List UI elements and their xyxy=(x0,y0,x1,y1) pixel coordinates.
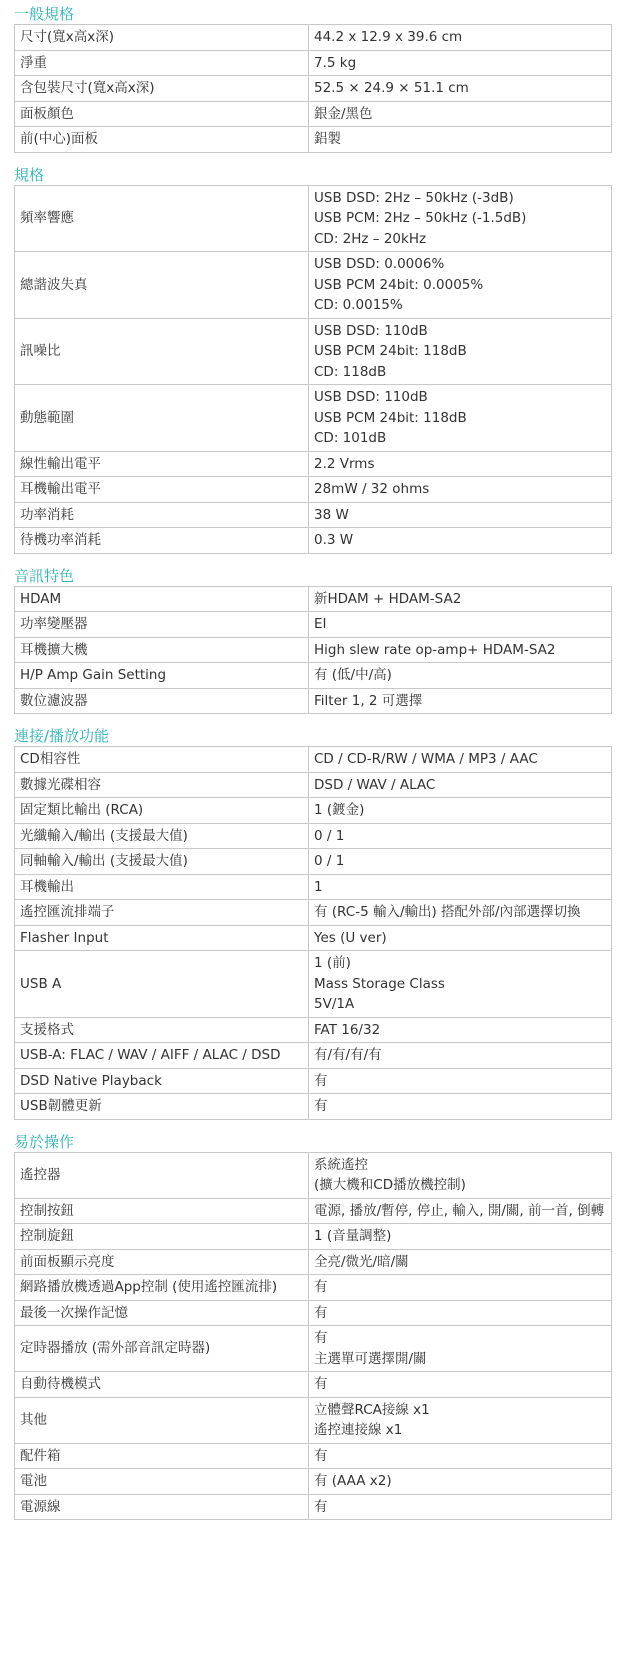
spec-value xyxy=(309,1275,612,1301)
spec-value-line: USB PCM 24bit: 118dB xyxy=(314,343,467,359)
spec-value-line: EI xyxy=(314,616,327,632)
spec-label: 同軸輸入/輸出 (支援最大值) xyxy=(15,849,309,875)
spec-label: 定時器播放 (需外部音訊定時器) xyxy=(15,1326,309,1372)
spec-value xyxy=(309,637,612,663)
spec-label: 控制旋鈕 xyxy=(15,1224,309,1250)
table-row xyxy=(15,1494,612,1520)
table-row xyxy=(15,586,612,612)
spec-value xyxy=(309,586,612,612)
spec-label: 遙控匯流排端子 xyxy=(15,900,309,926)
spec-label: 光纖輸入/輸出 (支援最大值) xyxy=(15,823,309,849)
section-title-ease-of-use: 易於操作 xyxy=(14,1132,75,1151)
table-row xyxy=(15,1300,612,1326)
spec-value xyxy=(309,50,612,76)
spec-value-line: 有 (RC-5 輸入/輸出) 搭配外部/內部選擇切換 xyxy=(314,904,581,920)
spec-value-line: USB DSD: 110dB xyxy=(314,389,428,405)
spec-value-line: USB PCM: 2Hz – 50kHz (-1.5dB) xyxy=(314,210,527,226)
table-row xyxy=(15,1326,612,1372)
table-row xyxy=(15,1443,612,1469)
spec-label: 固定類比輸出 (RCA) xyxy=(15,798,309,824)
spec-label: 待機功率消耗 xyxy=(15,528,309,554)
table-row xyxy=(15,50,612,76)
spec-value-line: Filter 1, 2 可選擇 xyxy=(314,692,423,709)
table-row xyxy=(15,637,612,663)
spec-value-line: 電源, 播放/暫停, 停止, 輸入, 開/關, 前一首, 倒轉 xyxy=(314,1202,605,1219)
spec-value-line: CD / CD-R/RW / WMA / MP3 / AAC xyxy=(314,751,538,767)
spec-label: 自動待機模式 xyxy=(15,1372,309,1398)
table-row xyxy=(15,1094,612,1120)
spec-value xyxy=(309,451,612,477)
spec-value xyxy=(309,849,612,875)
spec-value-line: USB DSD: 0.0006% xyxy=(314,256,445,272)
spec-value-line: 有 xyxy=(314,1304,328,1321)
spec-value xyxy=(309,1249,612,1275)
spec-value xyxy=(309,528,612,554)
spec-value xyxy=(309,798,612,824)
table-row xyxy=(15,1275,612,1301)
table-row xyxy=(15,663,612,689)
table-row xyxy=(15,1372,612,1398)
spec-value-line: High slew rate op-amp+ HDAM-SA2 xyxy=(314,641,556,658)
spec-value xyxy=(309,127,612,153)
table-row xyxy=(15,528,612,554)
spec-table-general-specs xyxy=(14,24,612,153)
spec-value xyxy=(309,25,612,51)
table-row xyxy=(15,25,612,51)
spec-value-line: 立體聲RCA接線 x1 xyxy=(314,1401,430,1418)
table-row xyxy=(15,951,612,1018)
spec-label: Flasher Input xyxy=(15,925,309,951)
spec-value-line: FAT 16/32 xyxy=(314,1021,381,1038)
table-row xyxy=(15,1068,612,1094)
spec-label: 耳機擴大機 xyxy=(15,637,309,663)
spec-value-line: 有 xyxy=(314,1072,328,1089)
spec-value xyxy=(309,688,612,714)
spec-table-ease-of-use xyxy=(14,1152,612,1521)
spec-value-line: 0.3 W xyxy=(314,532,354,548)
table-row xyxy=(15,1469,612,1495)
spec-value-line: 銀金/黑色 xyxy=(314,105,373,122)
spec-value-line: USB DSD: 110dB xyxy=(314,322,428,339)
spec-value-line: CD: 2Hz – 20kHz xyxy=(314,230,427,247)
spec-label: 支援格式 xyxy=(15,1017,309,1043)
spec-value-line: 1 (鍍金) xyxy=(314,802,365,818)
spec-value-line: 0 / 1 xyxy=(314,853,345,869)
spec-value-line: 有 xyxy=(314,1330,328,1346)
table-row xyxy=(15,1397,612,1443)
spec-label: 前(中心)面板 xyxy=(15,127,309,153)
spec-label: 配件箱 xyxy=(15,1443,309,1469)
spec-value xyxy=(309,1043,612,1069)
spec-table-connectivity-playback xyxy=(14,746,612,1120)
spec-value xyxy=(309,1224,612,1250)
spec-label: 網路播放機透過App控制 (使用遙控匯流排) xyxy=(15,1275,309,1301)
spec-value-line: Yes (U ver) xyxy=(314,929,387,946)
section-title-specifications: 規格 xyxy=(14,165,45,184)
table-row xyxy=(15,798,612,824)
spec-value xyxy=(309,1068,612,1094)
table-row xyxy=(15,1249,612,1275)
spec-value-line: 38 W xyxy=(314,506,349,523)
spec-value xyxy=(309,1198,612,1224)
spec-label: 面板顏色 xyxy=(15,101,309,127)
table-row xyxy=(15,1017,612,1043)
spec-label: 線性輸出電平 xyxy=(15,451,309,477)
spec-table-specifications xyxy=(14,185,612,554)
table-row xyxy=(15,925,612,951)
spec-label: 遙控器 xyxy=(15,1152,309,1198)
spec-value-line: 有 xyxy=(314,1279,328,1295)
spec-label: 含包裝尺寸(寬x高x深) xyxy=(15,76,309,102)
spec-value xyxy=(309,385,612,452)
spec-value xyxy=(309,101,612,127)
table-row xyxy=(15,477,612,503)
table-row xyxy=(15,612,612,638)
table-row xyxy=(15,185,612,252)
spec-value-line: USB PCM 24bit: 0.0005% xyxy=(314,276,484,293)
spec-value-line: 有 (AAA x2) xyxy=(314,1473,392,1489)
spec-value-line: 2.2 Vrms xyxy=(314,455,375,472)
table-row xyxy=(15,385,612,452)
spec-value xyxy=(309,900,612,926)
spec-value xyxy=(309,747,612,773)
spec-label: USB韌體更新 xyxy=(15,1094,309,1120)
spec-value xyxy=(309,612,612,638)
spec-value xyxy=(309,772,612,798)
table-row xyxy=(15,76,612,102)
spec-value xyxy=(309,1443,612,1469)
spec-value-line: USB PCM 24bit: 118dB xyxy=(314,409,467,426)
spec-label: H/P Amp Gain Setting xyxy=(15,663,309,689)
spec-value-line: 主選單可選擇開/關 xyxy=(314,1350,427,1367)
spec-value-line: Mass Storage Class xyxy=(314,975,445,992)
spec-value-line: 有 xyxy=(314,1498,328,1515)
spec-value xyxy=(309,1469,612,1495)
section-title-connectivity-playback: 連接/播放功能 xyxy=(14,727,110,745)
spec-value xyxy=(309,1397,612,1443)
table-row xyxy=(15,101,612,127)
spec-label: USB-A: FLAC / WAV / AIFF / ALAC / DSD xyxy=(15,1043,309,1069)
spec-value-line: 1 xyxy=(314,878,323,895)
table-row xyxy=(15,688,612,714)
spec-value xyxy=(309,477,612,503)
spec-value-line: 有 (低/中/高) xyxy=(314,667,392,683)
spec-value xyxy=(309,1372,612,1398)
spec-value xyxy=(309,1326,612,1372)
spec-label: 功率消耗 xyxy=(15,502,309,528)
table-row xyxy=(15,1198,612,1224)
table-row xyxy=(15,874,612,900)
table-row xyxy=(15,849,612,875)
spec-value-line: 有 xyxy=(314,1447,328,1464)
spec-value-line: 0 / 1 xyxy=(314,827,345,844)
spec-value xyxy=(309,1300,612,1326)
spec-value-line: 52.5 × 24.9 × 51.1 cm xyxy=(314,80,469,96)
spec-label: 電源線 xyxy=(15,1494,309,1520)
spec-label: 電池 xyxy=(15,1469,309,1495)
table-row xyxy=(15,1043,612,1069)
spec-value xyxy=(309,1017,612,1043)
spec-value xyxy=(309,502,612,528)
table-row xyxy=(15,502,612,528)
spec-label: USB A xyxy=(15,951,309,1018)
spec-value-line: 有 xyxy=(314,1376,328,1392)
spec-value-line: 新HDAM + HDAM-SA2 xyxy=(314,590,462,607)
spec-table-audio-features xyxy=(14,586,612,715)
spec-label: 最後一次操作記憶 xyxy=(15,1300,309,1326)
spec-value-line: CD: 118dB xyxy=(314,363,387,380)
spec-value-line: 7.5 kg xyxy=(314,54,357,71)
spec-label: 頻率響應 xyxy=(15,185,309,252)
table-row xyxy=(15,1224,612,1250)
spec-value-line: 5V/1A xyxy=(314,996,355,1012)
table-row xyxy=(15,772,612,798)
spec-value-line: 系統遙控 xyxy=(314,1156,368,1173)
spec-value-line: USB DSD: 2Hz – 50kHz (-3dB) xyxy=(314,189,514,206)
spec-label: 數據光碟相容 xyxy=(15,772,309,798)
spec-label: 其他 xyxy=(15,1397,309,1443)
spec-value xyxy=(309,185,612,252)
spec-label: 動態範圍 xyxy=(15,385,309,452)
table-row xyxy=(15,252,612,319)
spec-label: 前面板顯示亮度 xyxy=(15,1249,309,1275)
spec-value xyxy=(309,1094,612,1120)
spec-label: 總諧波失真 xyxy=(15,252,309,319)
spec-label: 訊噪比 xyxy=(15,318,309,385)
spec-value xyxy=(309,1152,612,1198)
spec-value-line: 1 (音量調整) xyxy=(314,1228,392,1244)
spec-label: DSD Native Playback xyxy=(15,1068,309,1094)
spec-value xyxy=(309,663,612,689)
spec-value-line: DSD / WAV / ALAC xyxy=(314,776,436,793)
spec-value-line: 1 (前) xyxy=(314,955,351,971)
section-title-general-specs: 一般規格 xyxy=(14,5,75,23)
spec-value xyxy=(309,318,612,385)
spec-value xyxy=(309,252,612,319)
table-row xyxy=(15,318,612,385)
spec-value xyxy=(309,874,612,900)
spec-value-line: 28mW / 32 ohms xyxy=(314,481,430,497)
table-row xyxy=(15,451,612,477)
spec-label: CD相容性 xyxy=(15,747,309,773)
table-row xyxy=(15,127,612,153)
spec-label: 控制按鈕 xyxy=(15,1198,309,1224)
spec-label: 尺寸(寬x高x深) xyxy=(15,25,309,51)
spec-label: 耳機輸出 xyxy=(15,874,309,900)
spec-value xyxy=(309,823,612,849)
spec-label: HDAM xyxy=(15,586,309,612)
spec-label: 數位濾波器 xyxy=(15,688,309,714)
spec-value xyxy=(309,76,612,102)
spec-value-line: 有/有/有/有 xyxy=(314,1047,382,1063)
spec-value-line: CD: 0.0015% xyxy=(314,297,403,313)
spec-value-line: CD: 101dB xyxy=(314,430,387,446)
spec-value-line: 鋁製 xyxy=(314,131,341,147)
spec-value-line: 遙控連接線 x1 xyxy=(314,1422,403,1438)
spec-value-line: 44.2 x 12.9 x 39.6 cm xyxy=(314,29,463,45)
table-row xyxy=(15,1152,612,1198)
spec-value xyxy=(309,1494,612,1520)
table-row xyxy=(15,747,612,773)
spec-value-line: (擴大機和CD播放機控制) xyxy=(314,1177,466,1193)
spec-label: 淨重 xyxy=(15,50,309,76)
spec-label: 耳機輸出電平 xyxy=(15,477,309,503)
spec-value xyxy=(309,925,612,951)
table-row xyxy=(15,900,612,926)
spec-label: 功率變壓器 xyxy=(15,612,309,638)
section-title-audio-features: 音訊特色 xyxy=(14,566,75,585)
spec-value-line: 全亮/微光/暗/關 xyxy=(314,1253,409,1270)
spec-value xyxy=(309,951,612,1018)
table-row xyxy=(15,823,612,849)
spec-value-line: 有 xyxy=(314,1098,328,1114)
